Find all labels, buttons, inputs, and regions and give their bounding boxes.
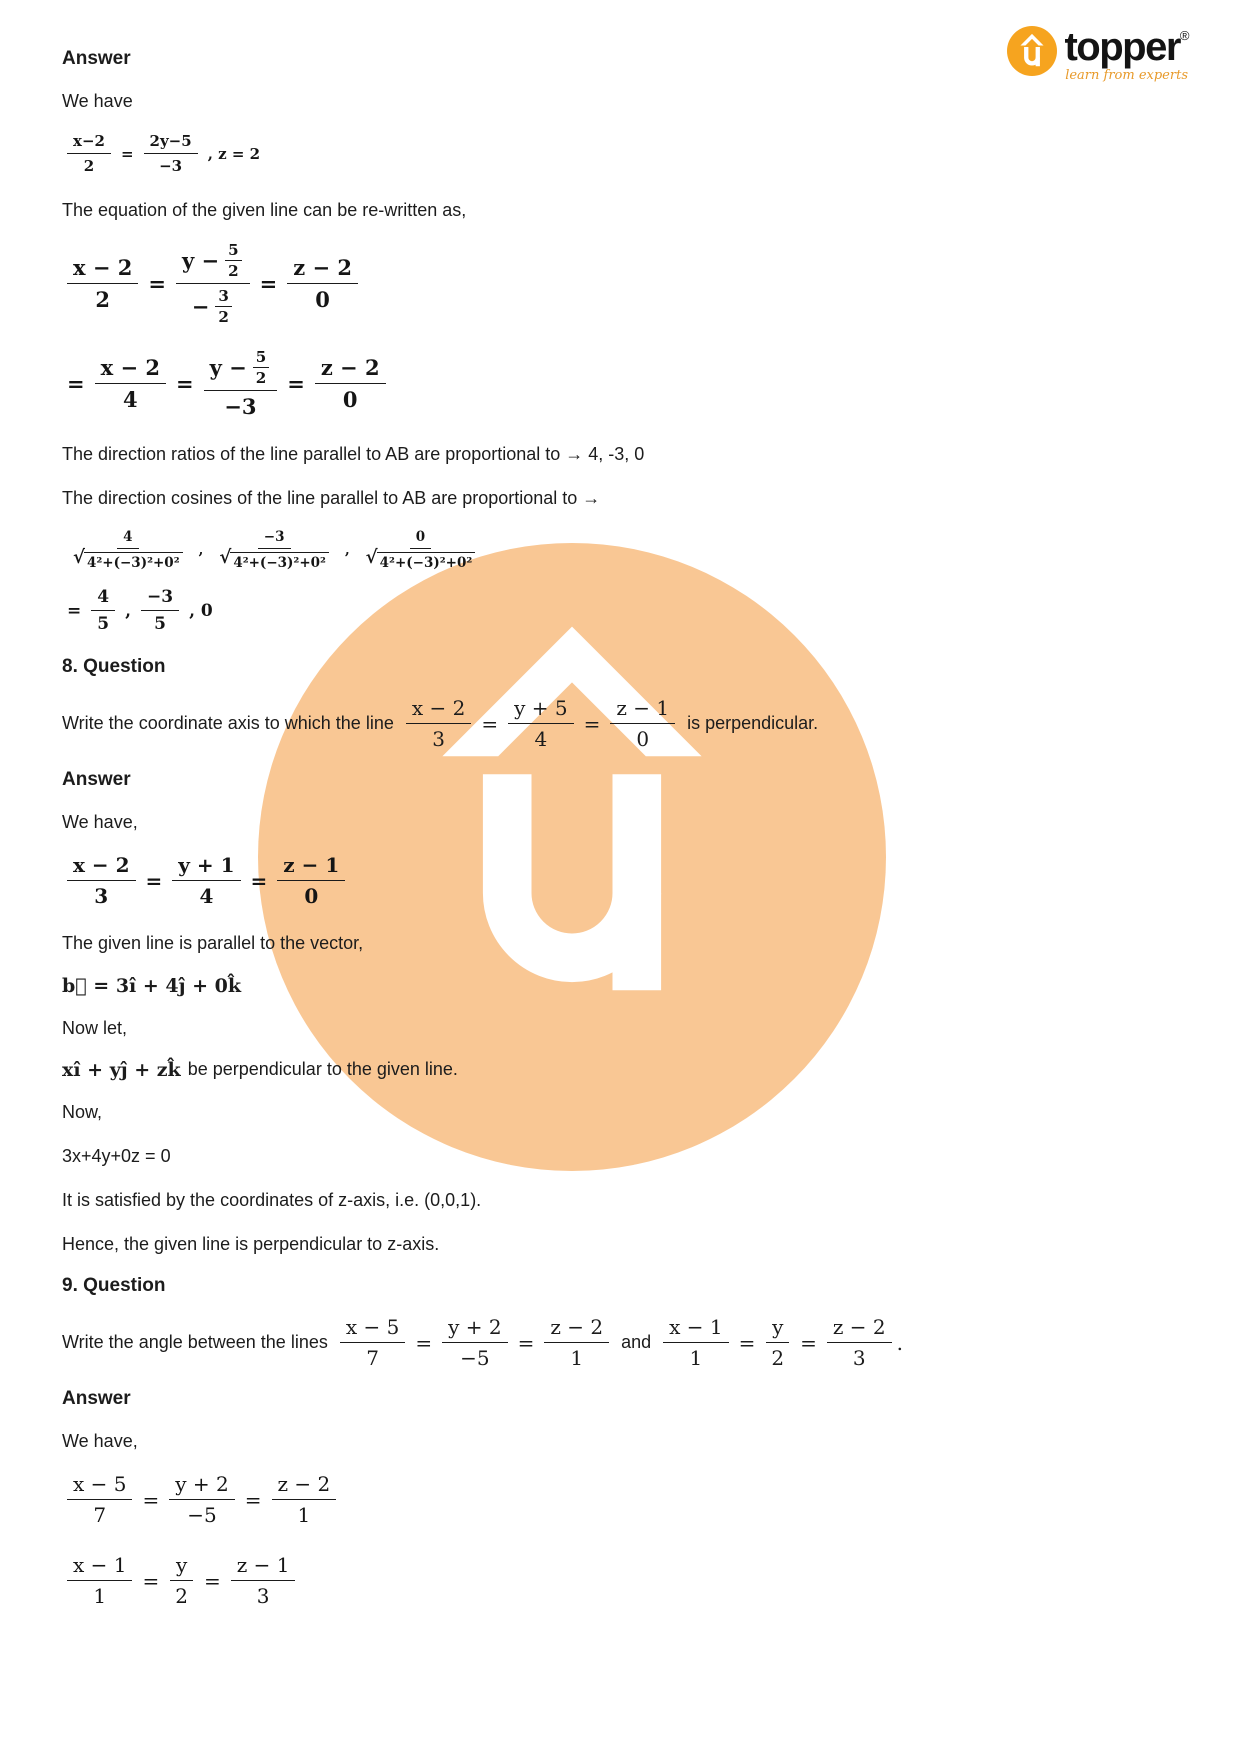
fraction [204, 348, 278, 419]
numerator: x − 2 [67, 255, 138, 284]
denominator: 2 [83, 157, 95, 176]
fraction [141, 587, 179, 634]
denominator: 0 [342, 387, 358, 413]
sentence-text: be perpendicular to the given line. [187, 1059, 458, 1080]
equals-sign: = [583, 711, 601, 736]
denominator: 4 [534, 727, 548, 752]
paragraph: We have, [62, 1431, 138, 1452]
brand-logo-icon [1007, 26, 1057, 76]
radical-sign: √ [73, 547, 85, 569]
numerator: z − 2 [315, 355, 386, 384]
nested-fraction [215, 287, 232, 326]
equals-sign: = [67, 371, 85, 397]
equals-sign: = [800, 1330, 817, 1355]
fraction [272, 1472, 337, 1527]
denominator: 5 [97, 614, 110, 635]
math-text: − [191, 294, 210, 320]
numerator: x − 5 [67, 1472, 132, 1500]
question-heading: 9. Question [62, 1275, 166, 1297]
numerator: y [170, 1553, 193, 1581]
u-arrow-icon [1016, 33, 1048, 71]
denominator: 3 [852, 1346, 866, 1371]
radicand: 4²+(−3)²+0² [84, 552, 183, 571]
math-block-direction-cosines [62, 529, 1170, 571]
fraction [67, 132, 111, 175]
numerator: x − 5 [340, 1315, 405, 1343]
numerator: 5 [253, 348, 270, 368]
numerator: z − 2 [272, 1472, 337, 1500]
denominator: 3 [432, 727, 445, 752]
math-text: , 0 [189, 600, 213, 621]
math-block-rewritten-2 [62, 348, 1170, 419]
fraction [91, 587, 115, 634]
question-statement [62, 1315, 1170, 1370]
numerator: −3 [141, 587, 179, 611]
fraction [231, 1553, 296, 1608]
perpendicular-statement [62, 1059, 1170, 1081]
denominator: 2 [175, 1584, 188, 1609]
equals-sign: = [120, 144, 134, 163]
inline-math: xî + yĵ + zk̂ [62, 1058, 181, 1081]
sentence-text: is perpendicular. [687, 713, 819, 734]
denominator: −5 [460, 1346, 490, 1371]
comma: , [125, 600, 132, 621]
fraction [277, 853, 345, 908]
equals-sign: = [517, 1330, 535, 1355]
equals-sign: = [415, 1330, 433, 1355]
denominator: 1 [570, 1346, 584, 1371]
square-root [365, 547, 476, 572]
fraction [176, 241, 250, 326]
answer-heading: Answer [62, 1388, 131, 1410]
question-heading: 8. Question [62, 656, 166, 678]
fraction [340, 1315, 405, 1370]
denominator: 2 [771, 1346, 785, 1371]
denominator: 2 [255, 369, 267, 388]
denominator: −5 [187, 1503, 217, 1528]
paragraph: The direction ratios of the line parallel to AB are proportional to → 4, -3, 0 [62, 444, 645, 465]
numerator [176, 241, 250, 284]
numerator: x − 2 [67, 853, 136, 881]
numerator: y + 1 [172, 853, 240, 881]
denominator: 7 [93, 1503, 107, 1528]
inline-math [335, 1315, 614, 1370]
equals-sign: = [67, 600, 82, 621]
fraction [442, 1315, 508, 1370]
paragraph: We have [62, 91, 133, 111]
square-root [219, 547, 329, 572]
fraction [827, 1315, 892, 1370]
numerator: z − 1 [231, 1553, 296, 1581]
nested-fraction [253, 348, 270, 387]
equals-sign: = [148, 271, 166, 297]
equals-sign: = [259, 271, 278, 297]
denominator [213, 549, 335, 571]
numerator: z − 2 [544, 1315, 609, 1343]
question-statement [62, 696, 1170, 751]
radical-sign: √ [219, 547, 232, 569]
equals-sign: = [175, 371, 194, 397]
numerator: y + 5 [508, 696, 574, 724]
numerator: x − 2 [406, 696, 471, 724]
fraction [95, 355, 166, 412]
equals-sign: = [145, 868, 163, 893]
numerator: −3 [258, 529, 291, 549]
fraction [67, 529, 189, 571]
equals-sign: = [738, 1330, 756, 1355]
paragraph: Hence, the given line is perpendicular to z-axis. [62, 1233, 440, 1254]
denominator: −3 [224, 394, 257, 420]
numerator: x − 2 [95, 355, 166, 384]
numerator [204, 348, 278, 391]
math-text: y − [209, 355, 247, 381]
denominator: 2 [228, 262, 239, 281]
fraction [169, 1472, 235, 1527]
radicand: 4²+(−3)²+0² [230, 552, 329, 571]
paragraph: It is satisfied by the coordinates of z-axis, i.e. (0,0,1). [62, 1189, 482, 1210]
fraction [610, 696, 675, 751]
comma: , [198, 542, 204, 559]
fraction [67, 1472, 132, 1527]
denominator: 0 [315, 287, 330, 313]
denominator: 0 [636, 727, 650, 752]
nested-fraction [225, 241, 242, 280]
fraction [360, 529, 482, 571]
math-text: , z = 2 [207, 144, 261, 163]
fraction [213, 529, 335, 571]
math-block-q9-line1 [62, 1472, 1170, 1527]
brand-name [1064, 26, 1188, 68]
denominator: 1 [689, 1346, 703, 1371]
denominator: 5 [154, 614, 166, 635]
paragraph: Now, [62, 1101, 103, 1122]
fraction [406, 696, 471, 751]
math-block-q9-line2 [62, 1553, 1170, 1608]
denominator: 4 [122, 387, 138, 413]
answer-heading: Answer [62, 769, 131, 791]
paragraph: The direction cosines of the line parallel to AB are proportional to → [62, 488, 601, 509]
denominator: 1 [93, 1584, 107, 1609]
denominator [360, 549, 482, 571]
fraction [67, 853, 136, 908]
brand-text-block [1064, 26, 1188, 83]
numerator: 2y−5 [144, 132, 198, 154]
denominator [186, 284, 240, 326]
denominator: 2 [95, 287, 110, 313]
numerator: x − 1 [67, 1553, 132, 1581]
paragraph: The given line is parallel to the vector, [62, 933, 364, 954]
equals-sign: = [203, 1568, 221, 1593]
numerator: x−2 [67, 132, 111, 154]
numerator: 0 [410, 529, 431, 549]
brand-logo [1007, 26, 1188, 83]
fraction [144, 132, 198, 175]
equals-sign: = [142, 1568, 160, 1593]
inline-math [658, 1315, 903, 1370]
fraction [287, 255, 358, 312]
numerator: 3 [215, 287, 232, 307]
fraction [67, 1553, 132, 1608]
brand-name-text: topper [1064, 25, 1180, 69]
vector-equation: b⃗ = 3î + 4ĵ + 0k̂ [62, 974, 242, 997]
inline-math [401, 696, 680, 751]
numerator: 4 [117, 529, 138, 549]
equals-sign: = [287, 371, 305, 397]
equals-sign: = [244, 1487, 262, 1512]
numerator: z − 2 [827, 1315, 892, 1343]
math-block-rewritten-1 [62, 241, 1170, 326]
radical-sign: √ [365, 547, 378, 569]
equals-sign: = [142, 1487, 160, 1512]
square-root [73, 547, 183, 572]
numerator: y + 2 [442, 1315, 508, 1343]
math-block-given-line [62, 132, 1170, 175]
denominator [67, 549, 189, 571]
answer-heading: Answer [62, 48, 131, 69]
paragraph: Now let, [62, 1017, 128, 1038]
equation-text: 3x+4y+0z = 0 [62, 1145, 171, 1166]
equals-sign: = [481, 711, 499, 736]
denominator: −3 [159, 157, 183, 176]
fraction [508, 696, 574, 751]
math-text: y − [181, 248, 220, 274]
equals-sign: = [250, 868, 268, 893]
registered-mark: ® [1179, 28, 1188, 43]
denominator: 7 [366, 1346, 379, 1371]
sentence-text: Write the angle between the lines [62, 1332, 328, 1353]
fraction [172, 853, 240, 908]
period: . [896, 1330, 903, 1355]
denominator: 1 [297, 1503, 311, 1528]
numerator: x − 1 [663, 1315, 728, 1343]
denominator: 4 [199, 884, 214, 909]
fraction [315, 355, 386, 412]
numerator: z − 1 [610, 696, 675, 724]
denominator: 0 [304, 884, 319, 909]
fraction [169, 1553, 194, 1608]
brand-tagline: learn from experts [1065, 68, 1188, 83]
paragraph: We have, [62, 812, 138, 833]
numerator: z − 1 [277, 853, 345, 881]
numerator: y [766, 1315, 789, 1343]
fraction [663, 1315, 728, 1370]
math-block-cosines-result [62, 587, 1170, 634]
denominator: 3 [256, 1584, 270, 1609]
numerator: z − 2 [287, 255, 358, 284]
paragraph: The equation of the given line can be re-written as, [62, 200, 467, 221]
numerator: 5 [225, 241, 242, 261]
fraction [544, 1315, 609, 1370]
numerator: 4 [91, 587, 115, 611]
numerator: y + 2 [169, 1472, 235, 1500]
fraction [67, 255, 138, 312]
denominator: 3 [94, 884, 109, 909]
sentence-text: Write the coordinate axis to which the line [62, 713, 394, 734]
math-block-q8-line [62, 853, 1170, 908]
comma: , [344, 542, 350, 559]
sentence-text: and [621, 1332, 652, 1353]
fraction [765, 1315, 790, 1370]
radicand: 4²+(−3)²+0² [377, 552, 476, 571]
denominator: 2 [218, 308, 229, 327]
